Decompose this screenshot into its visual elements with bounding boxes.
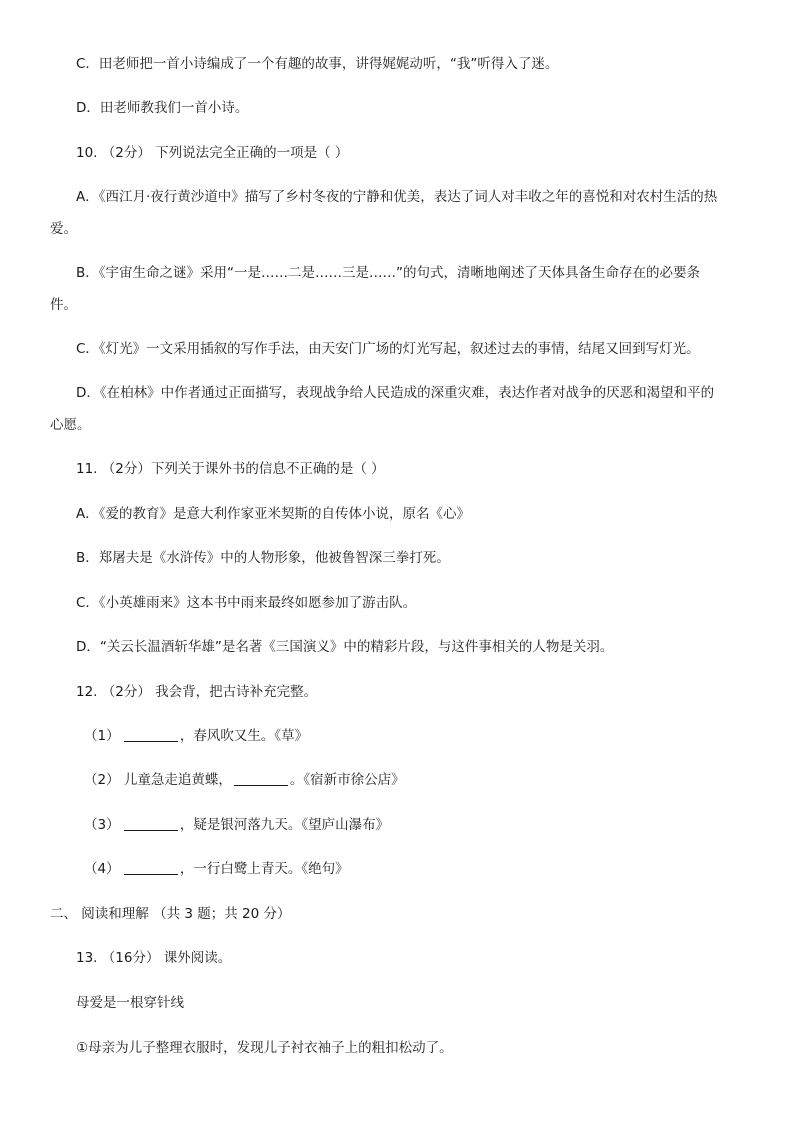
answer-blank[interactable] — [124, 728, 178, 742]
q11-option-b: B．郑屠夫是《水浒传》中的人物形象，他被鲁智深三拳打死。 — [76, 550, 450, 566]
item-number: （3） — [84, 817, 120, 833]
answer-blank[interactable] — [124, 817, 178, 831]
q12-item-4 — [84, 860, 349, 878]
passage-title: 母爱是一根穿针线 — [76, 995, 184, 1011]
item-number: （4） — [84, 861, 120, 877]
q12-item-1 — [84, 727, 308, 745]
q11-option-d: D．“关云长温酒斩华雄”是名著《三国演义》中的精彩片段，与这件事相关的人物是关羽。 — [76, 639, 614, 655]
q10-option-b-line2: 件。 — [50, 297, 77, 313]
item-number: （2） — [84, 772, 120, 788]
q10-option-a-line1: A．《西江月·夜行黄沙道中》描写了乡村冬夜的宁静和优美，表达了词人对丰收之年的喜悦和对农村生活的热 — [76, 189, 718, 205]
q9-option-d: D．田老师教我们一首小诗。 — [76, 100, 249, 116]
q12-stem: 12. （2分） 我会背，把古诗补充完整。 — [76, 684, 318, 700]
q13-stem: 13. （16分） 课外阅读。 — [76, 950, 232, 966]
q11-option-a: A．《爱的教育》是意大利作家亚米契斯的自传体小说，原名《心》 — [76, 506, 470, 522]
q10-option-a-line2: 爱。 — [50, 221, 77, 237]
q12-item-2 — [84, 771, 405, 789]
item-text-after: ，春风吹又生。《草》 — [179, 728, 309, 744]
answer-blank[interactable] — [234, 772, 288, 786]
q11-stem: 11. （2分）下列关于课外书的信息不正确的是（ ） — [76, 461, 385, 477]
q10-option-d-line2: 心愿。 — [50, 417, 91, 433]
q11-option-c: C．《小英雄雨来》这本书中雨来最终如愿参加了游击队。 — [76, 595, 417, 611]
q9-option-c: C．田老师把一首小诗编成了一个有趣的故事，讲得娓娓动听，“我”听得入了迷。 — [76, 56, 559, 72]
q10-option-b-line1: B．《宇宙生命之谜》采用“一是……二是……三是……”的句式，清晰地阐述了天体具备生命存在的必要条 — [76, 265, 700, 281]
item-text-after: 。《宿新市徐公店》 — [289, 772, 405, 788]
q10-stem: 10. （2分） 下列说法完全正确的一项是（ ） — [76, 145, 349, 161]
q10-option-d-line1: D．《在柏林》中作者通过正面描写，表现战争给人民造成的深重灾难，表达作者对战争的厌恶和渴望和平的 — [76, 385, 715, 401]
item-number: （1） — [84, 728, 120, 744]
answer-blank[interactable] — [124, 861, 178, 875]
q12-item-3 — [84, 816, 389, 834]
item-text-before: 儿童急走追黄蝶， — [123, 772, 232, 788]
q10-option-c: C．《灯光》一文采用插叙的写作手法，由天安门广场的灯光写起，叙述过去的事情，结尾又回到写灯光。 — [76, 341, 700, 357]
section-heading: 二、 阅读和理解 （共 3 题；共 20 分） — [50, 906, 291, 922]
item-text-after: ，一行白鹭上青天。《绝句》 — [179, 861, 349, 877]
item-text-after: ，疑是银河落九天。《望庐山瀑布》 — [179, 817, 390, 833]
passage-paragraph-1: ①母亲为儿子整理衣服时，发现儿子衬衣袖子上的粗扣松动了。 — [76, 1040, 453, 1056]
